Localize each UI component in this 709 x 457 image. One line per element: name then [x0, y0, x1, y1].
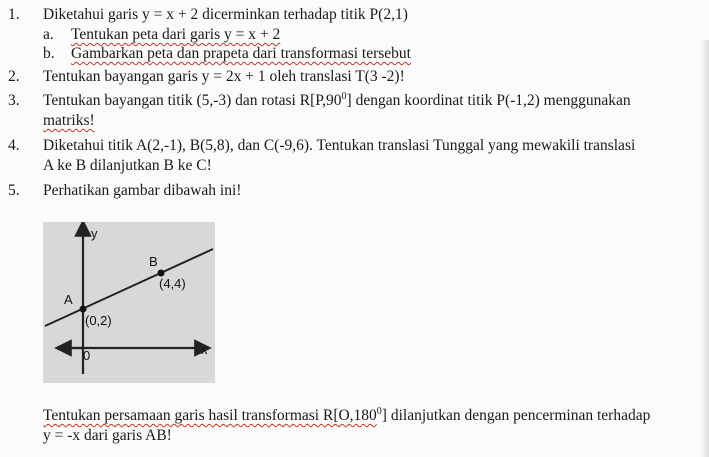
- coordinate-graph: [43, 222, 215, 383]
- q3-degree: 0: [341, 90, 347, 102]
- closing-line1-b: ] dilanjutkan dengan pencerminan terhadap: [381, 407, 651, 424]
- q1b-text: Gambarkan peta dan prapeta dari transformasi tersebut: [71, 45, 411, 62]
- q3-line1-b: ] dengan koordinat titik P(-1,2) menggunakan: [346, 92, 631, 109]
- q3-line2: matriks!: [43, 112, 95, 129]
- point-b-label: B: [149, 254, 158, 269]
- point-a-coord: (0,2): [85, 313, 112, 328]
- q5-text: Perhatikan gambar dibawah ini!: [43, 182, 242, 199]
- q2-number: 2.: [8, 68, 20, 85]
- q4-number: 4.: [8, 137, 20, 154]
- y-axis-label: y: [91, 226, 98, 241]
- point-a-dot: [80, 306, 87, 313]
- q3-line1: [43, 92, 631, 110]
- q1b-label: b.: [43, 45, 55, 62]
- closing-line1: [43, 407, 650, 425]
- closing-line1-a: Tentukan persamaan garis hasil transformasi R[O,180: [43, 407, 377, 424]
- point-a-label: A: [64, 292, 73, 307]
- q2-text: Tentukan bayangan garis y = 2x + 1 oleh translasi T(3 -2)!: [43, 68, 405, 85]
- closing-line2: y = -x dari garis AB!: [43, 427, 172, 444]
- page-edge-shadow: [701, 40, 709, 457]
- q4-line2: A ke B dilanjutkan B ke C!: [43, 157, 212, 174]
- line-ab: [45, 249, 213, 326]
- q5-number: 5.: [8, 182, 20, 199]
- q4-line1: Diketahui titik A(2,-1), B(5,8), dan C(-9,6). Tentukan translasi Tunggal yang mewakili translasi: [43, 137, 636, 154]
- q1-text: Diketahui garis y = x + 2 dicerminkan terhadap titik P(2,1): [43, 6, 408, 23]
- origin-label: 0: [83, 348, 91, 363]
- closing-degree: 0: [376, 405, 382, 417]
- q1-number: 1.: [8, 6, 20, 23]
- q3-number: 3.: [8, 92, 20, 109]
- coordinate-figure: [43, 222, 215, 383]
- q1a-label: a.: [43, 26, 54, 43]
- point-b-coord: (4,4): [159, 276, 186, 291]
- q1a-text: Tentukan peta dari garis y = x + 2: [71, 26, 281, 43]
- x-axis-label: x: [201, 342, 208, 357]
- q3-line1-a: Tentukan bayangan titik (5,-3) dan rotasi R[P,90: [43, 92, 342, 109]
